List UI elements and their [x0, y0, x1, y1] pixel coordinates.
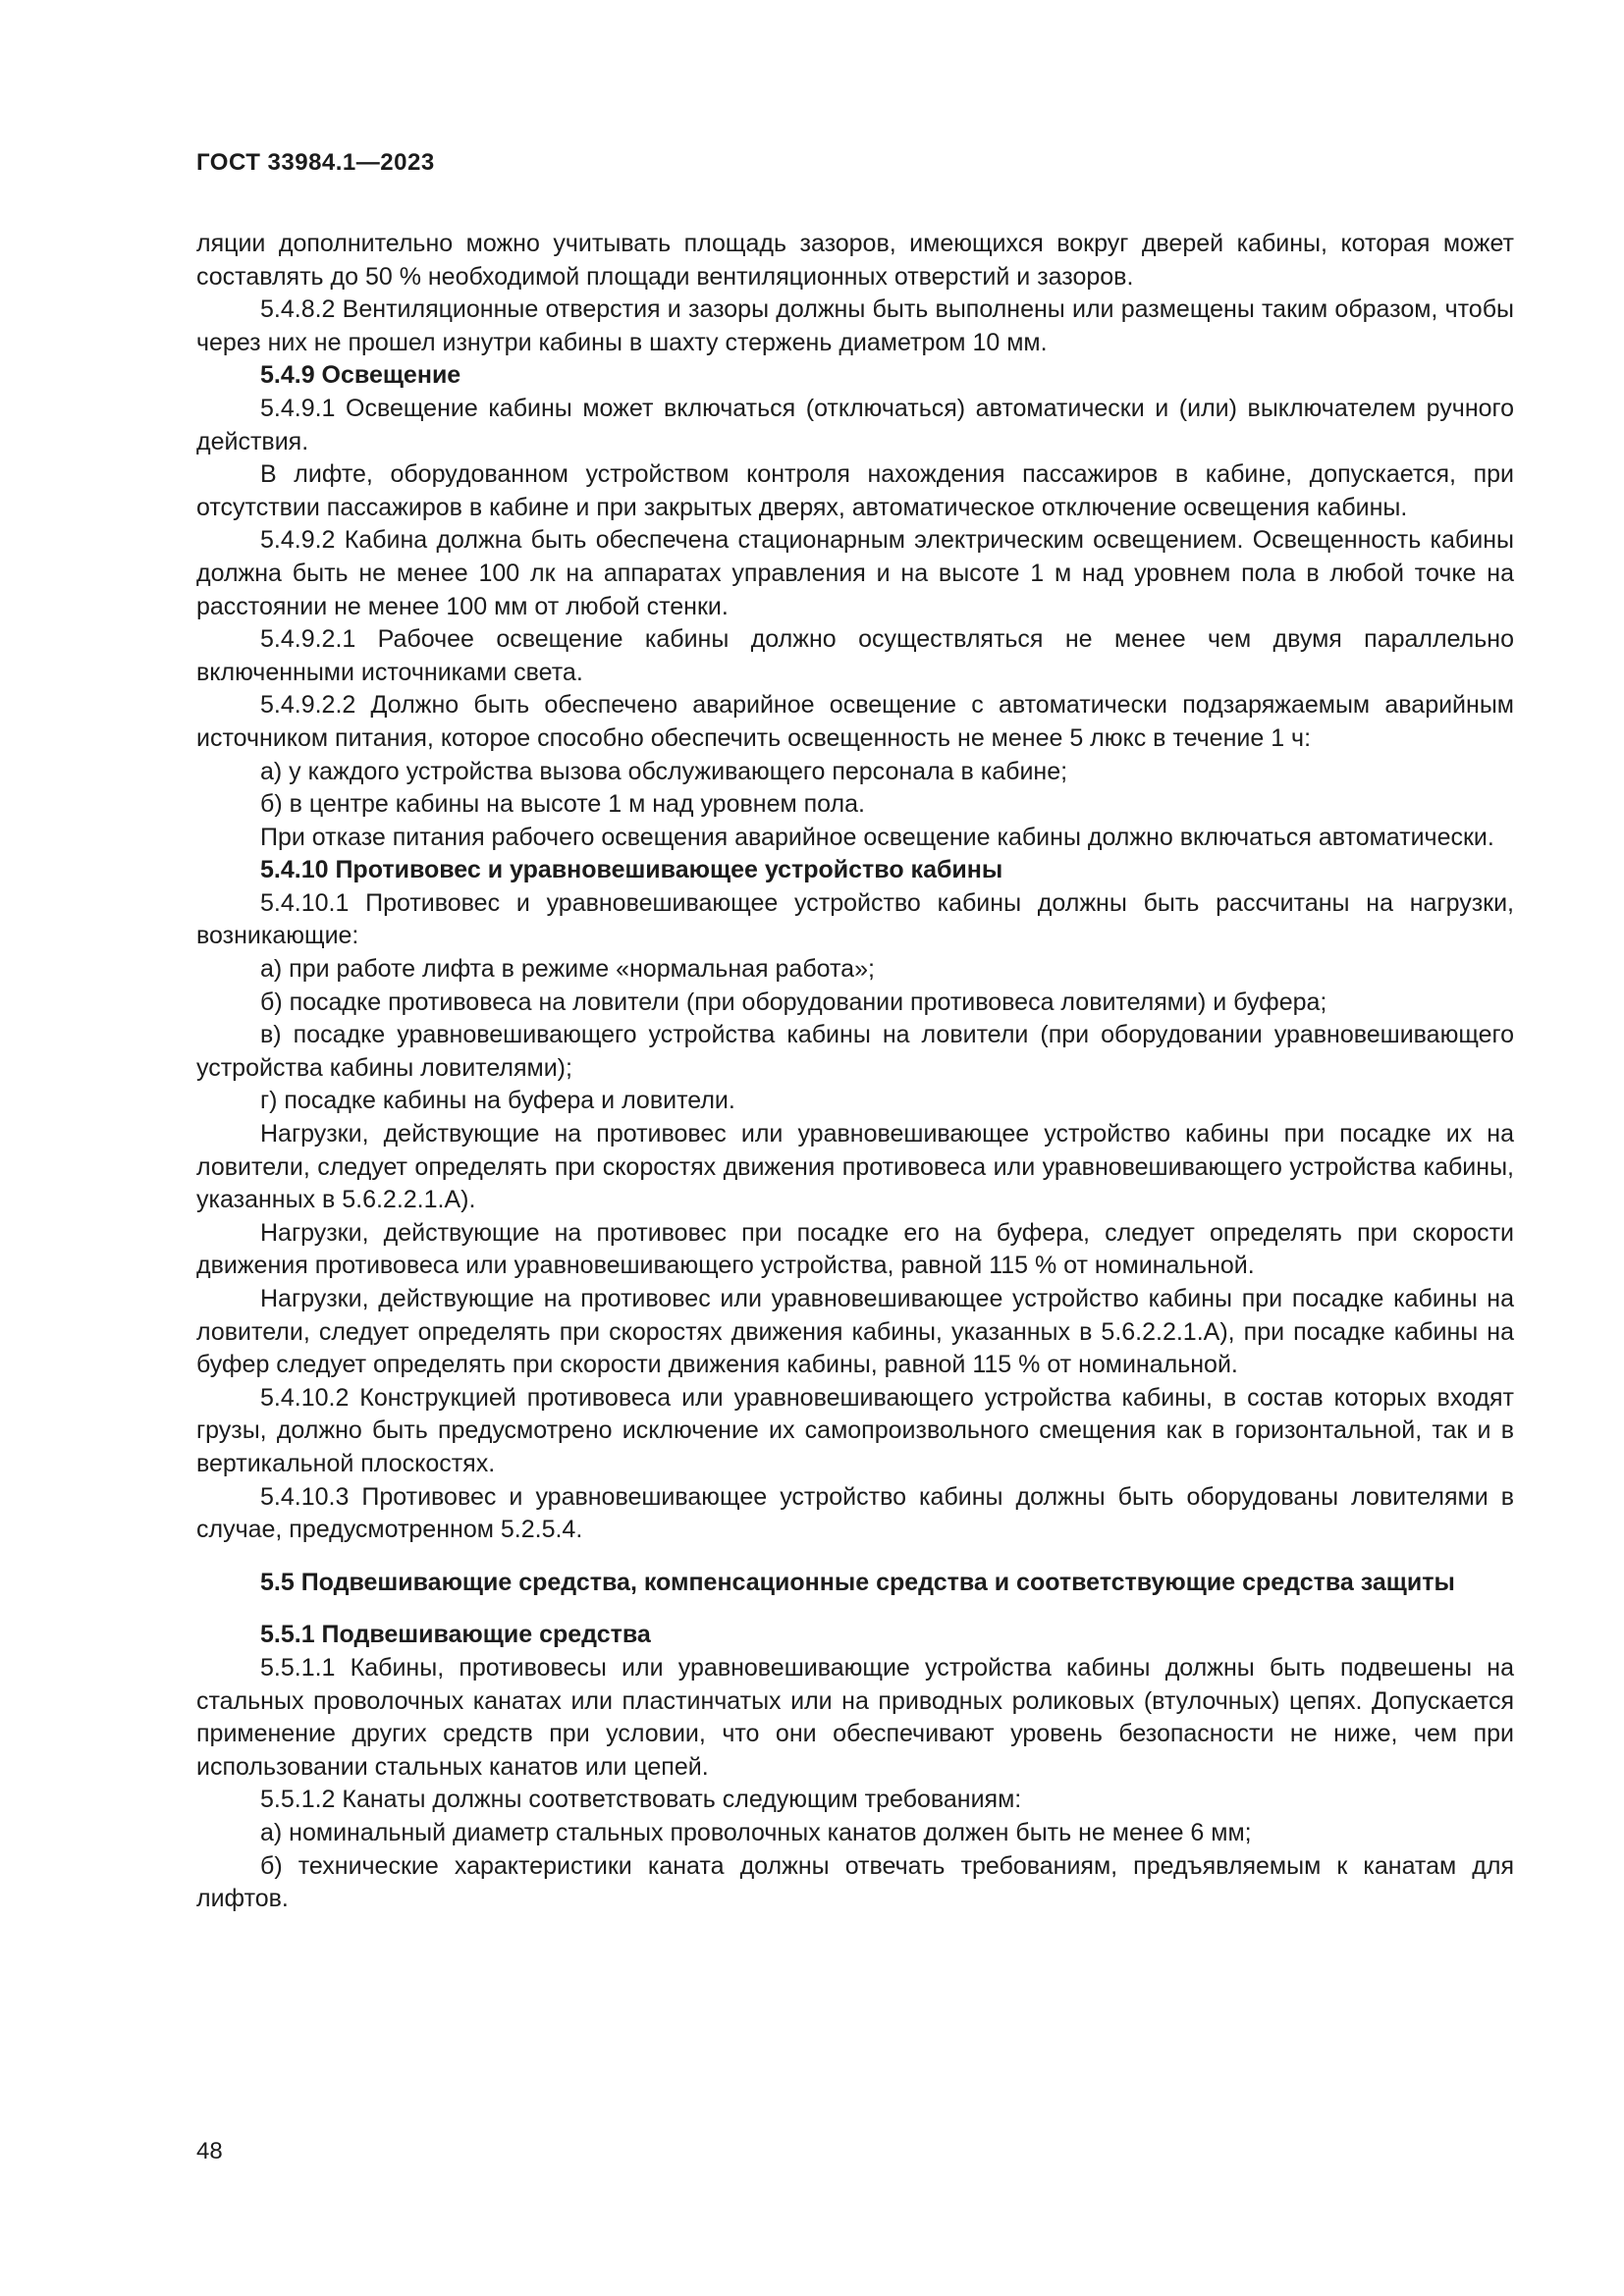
list-item: б) посадке противовеса на ловители (при оборудовании противовеса ловителями) и буфера;: [260, 988, 1327, 1016]
section-heading: 5.5 Подвешивающие средства, компенсационные средства и соответствующие средства защиты: [260, 1568, 1455, 1596]
paragraph: 5.4.9.2.1 Рабочее освещение кабины должно осуществляться не менее чем двумя параллельно включенными источниками света.: [196, 625, 1514, 686]
paragraph: При отказе питания рабочего освещения аварийное освещение кабины должно включаться автоматически.: [260, 823, 1494, 851]
paragraph: 5.4.10.3 Противовес и уравновешивающее устройство кабины должны быть оборудованы ловителями в случае, предусмотренном 5.2.5.4.: [196, 1482, 1514, 1544]
subsection-heading: 5.5.1 Подвешивающие средства: [260, 1621, 651, 1649]
list-item: б) технические характеристики каната должны отвечать требованиям, предъявляемым к канатам для лифтов.: [196, 1851, 1514, 1913]
page-number: 48: [196, 2138, 223, 2164]
list-item: а) при работе лифта в режиме «нормальная работа»;: [260, 955, 875, 984]
paragraph: 5.4.10.2 Конструкцией противовеса или уравновешивающего устройства кабины, в состав которых входят грузы, должно быть предусмотрено исключение их самопроизвольного смещения как в горизонтальной, так и в вертикальной плоскостях.: [196, 1383, 1514, 1477]
paragraph: ляции дополнительно можно учитывать площадь зазоров, имеющихся вокруг дверей кабины, которая может составлять до 50 % необходимой площади вентиляционных отверстий и зазоров.: [196, 230, 1514, 291]
subsection-heading: 5.4.10 Противовес и уравновешивающее устройство кабины: [260, 856, 1003, 884]
paragraph: 5.4.8.2 Вентиляционные отверстия и зазоры должны быть выполнены или размещены таким образом, чтобы через них не прошел изнутри кабины в шахту стержень диаметром 10 мм.: [196, 295, 1514, 356]
paragraph: 5.4.9.1 Освещение кабины может включаться (отключаться) автоматически и (или) выключателем ручного действия.: [196, 394, 1514, 455]
paragraph: Нагрузки, действующие на противовес при посадке его на буфера, следует определять при скорости движения противовеса или уравновешивающего устройства, равной 115 % от номинальной.: [196, 1218, 1514, 1280]
document-code-header: ГОСТ 33984.1—2023: [196, 149, 435, 176]
paragraph: Нагрузки, действующие на противовес или уравновешивающее устройство кабины при посадке кабины на ловители, следует определять при скоростях движения кабины, указанных в 5.6.2.2.1.А), при посадке кабины на буфер следует определять при скорости движения кабины, равной 115 % от номинальной.: [196, 1285, 1514, 1379]
paragraph: В лифте, оборудованном устройством контроля нахождения пассажиров в кабине, допускается, при отсутствии пассажиров в кабине и при закрытых дверях, автоматическое отключение освещения кабины.: [196, 460, 1514, 521]
paragraph: 5.4.10.1 Противовес и уравновешивающее устройство кабины должны быть рассчитаны на нагрузки, возникающие:: [196, 888, 1514, 950]
list-item: б) в центре кабины на высоте 1 м над уровнем пола.: [260, 790, 865, 819]
paragraph: 5.5.1.2 Канаты должны соответствовать следующим требованиям:: [260, 1786, 1022, 1814]
paragraph: Нагрузки, действующие на противовес или уравновешивающее устройство кабины при посадке их на ловители, следует определять при скоростях движения противовеса или уравновешивающего устройства кабины, указанных в 5.6.2.2.1.А).: [196, 1120, 1514, 1214]
list-item: в) посадке уравновешивающего устройства кабины на ловители (при оборудовании уравновешивающего устройства кабины ловителями);: [196, 1021, 1514, 1082]
paragraph: 5.5.1.1 Кабины, противовесы или уравновешивающие устройства кабины должны быть подвешены на стальных проволочных канатах или пластинчатых или на приводных роликовых (втулочных) цепях. Допускается применение других средств при условии, что они обеспечивают уровень безопасности не ниже, чем при использовании стальных канатов или цепей.: [196, 1653, 1514, 1781]
paragraph: 5.4.9.2 Кабина должна быть обеспечена стационарным электрическим освещением. Освещенность кабины должна быть не менее 100 лк на аппаратах управления и на высоте 1 м над уровнем пола в любой точке на расстоянии не менее 100 мм от любой стенки.: [196, 526, 1514, 620]
list-item: а) у каждого устройства вызова обслуживающего персонала в кабине;: [260, 757, 1068, 785]
paragraph: 5.4.9.2.2 Должно быть обеспечено аварийное освещение с автоматически подзаряжаемым аварийным источником питания, которое способно обеспечить освещенность не менее 5 люкс в течение 1 ч:: [196, 691, 1514, 752]
list-item: а) номинальный диаметр стальных проволочных канатов должен быть не менее 6 мм;: [260, 1818, 1252, 1846]
subsection-heading: 5.4.9 Освещение: [260, 361, 461, 390]
list-item: г) посадке кабины на буфера и ловители.: [260, 1087, 735, 1115]
document-body: [196, 228, 1514, 1916]
